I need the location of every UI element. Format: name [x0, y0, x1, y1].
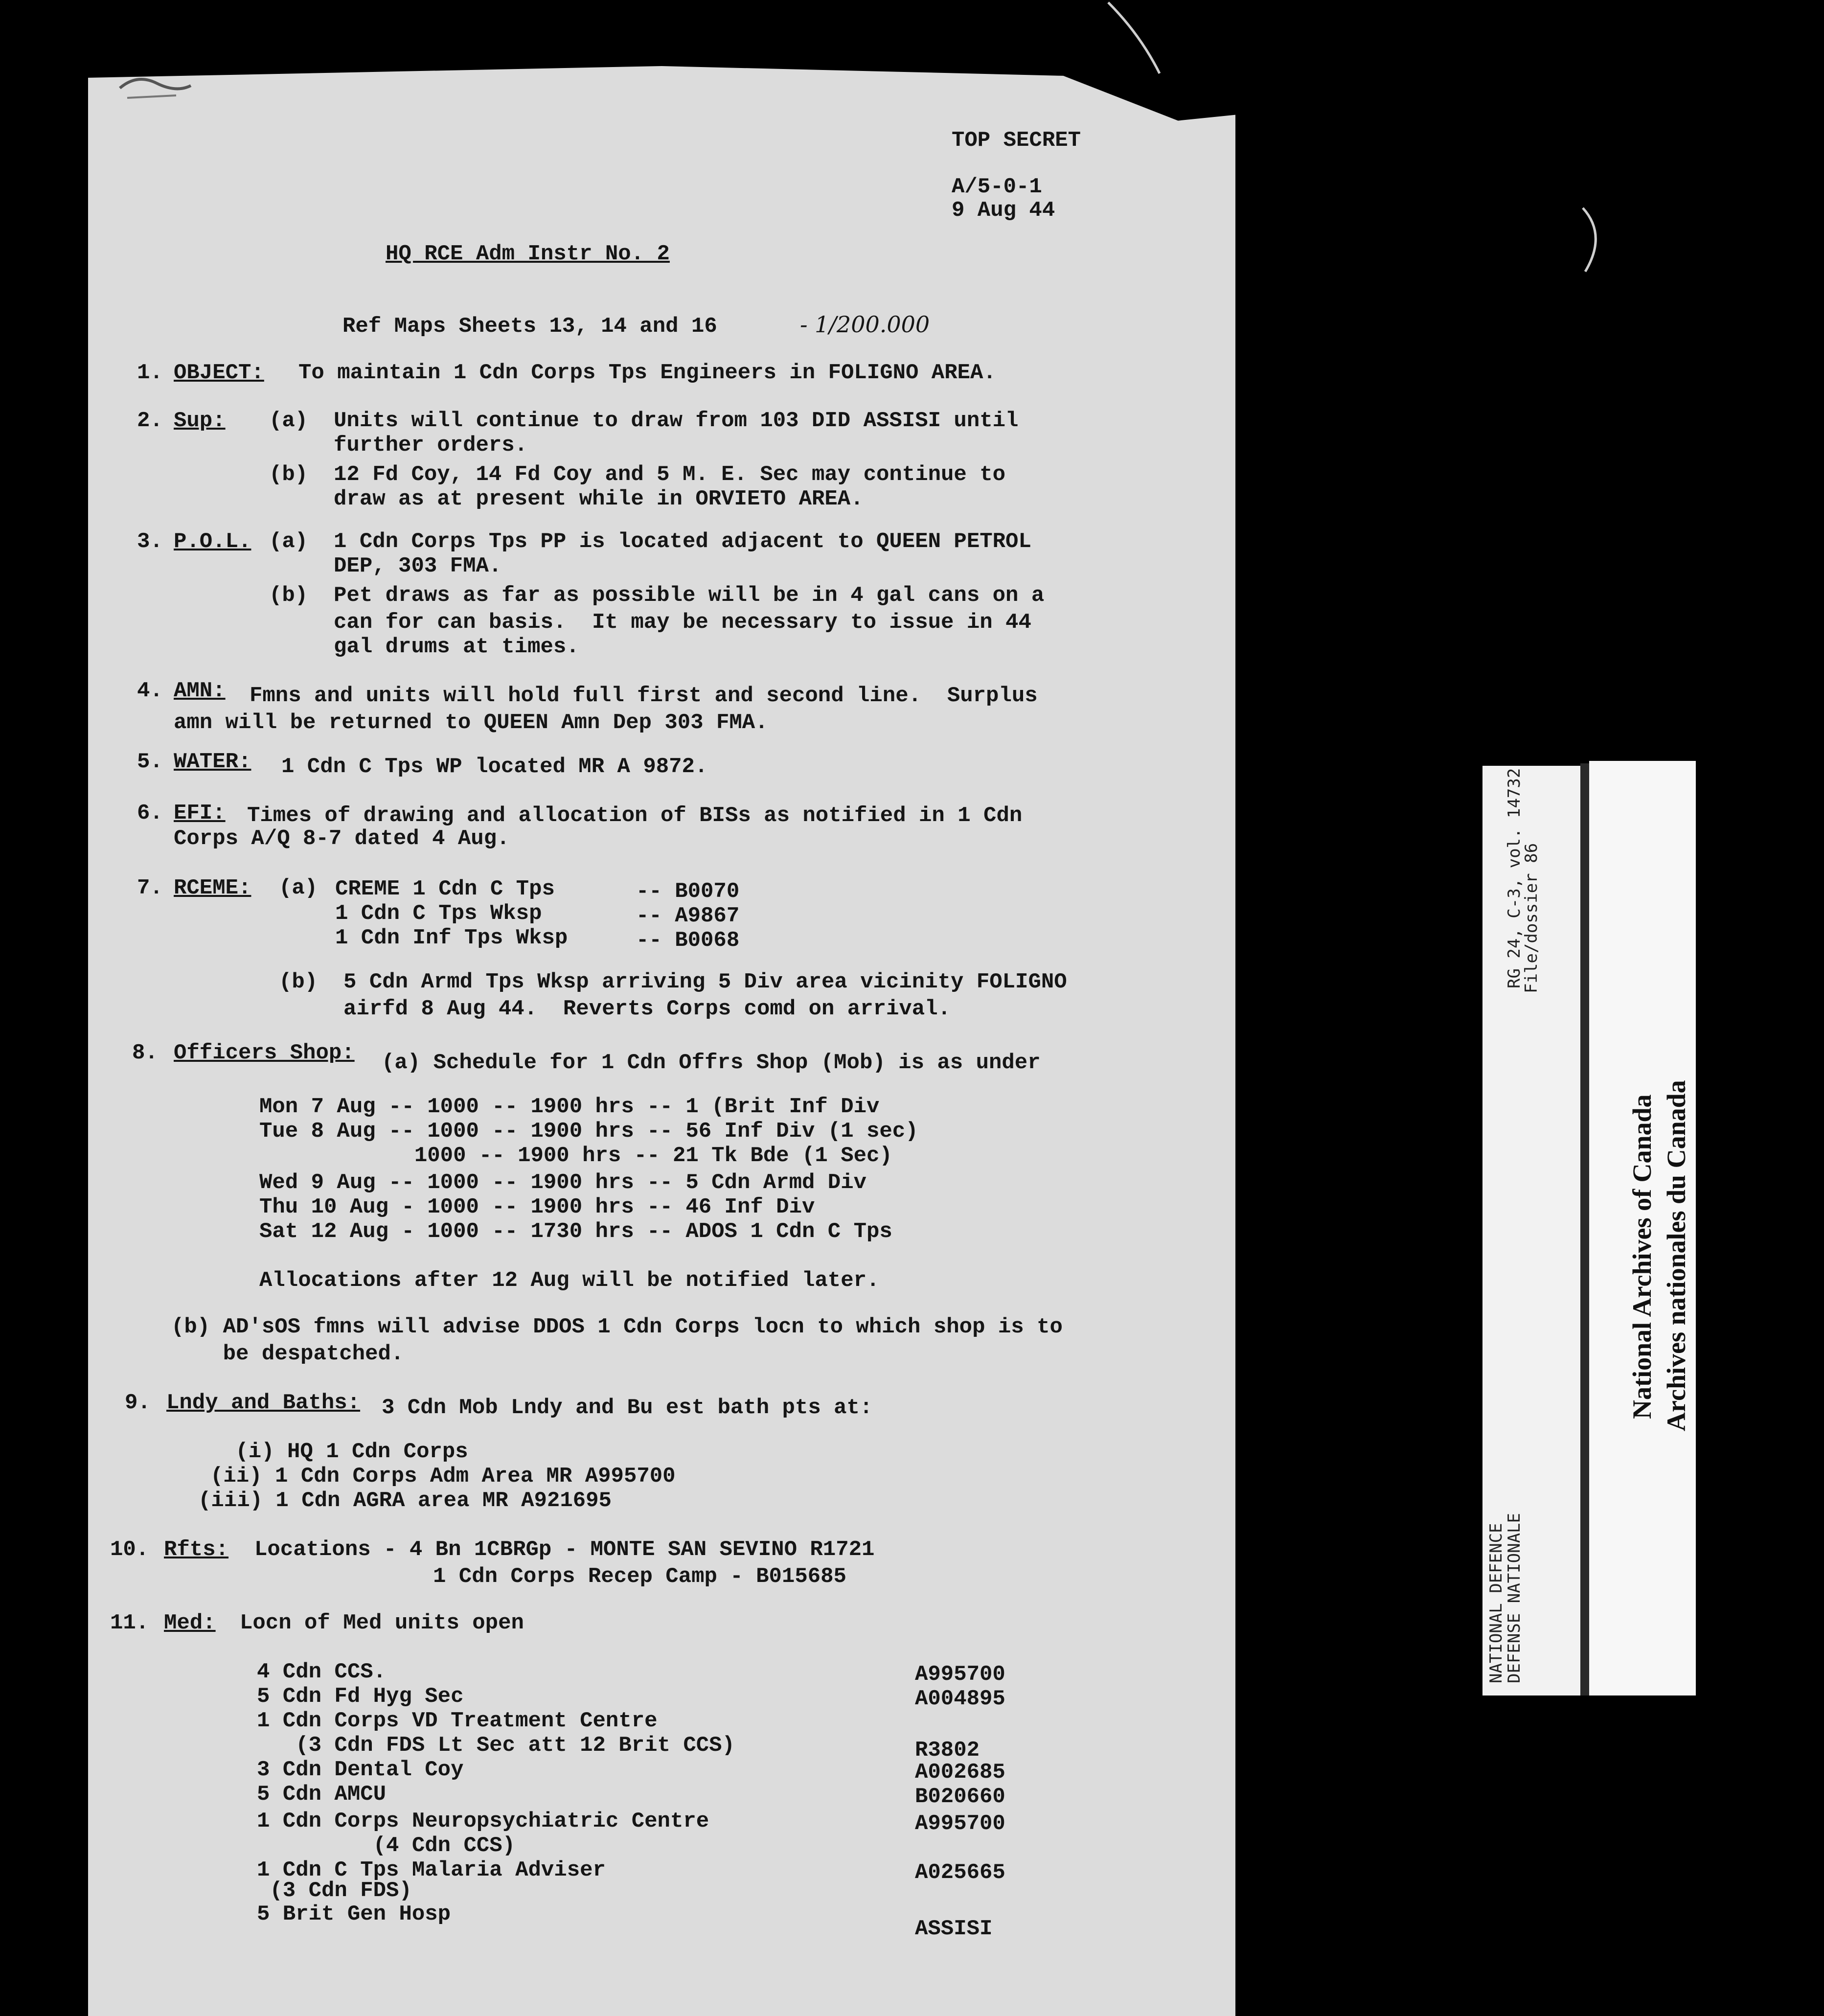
p7-b1: (b) 5 Cdn Armd Tps Wksp arriving 5 Div area vicinity FOLIGNO: [279, 970, 1067, 994]
p8-schedule-0: Mon 7 Aug -- 1000 -- 1900 hrs -- 1 (Brit Inf Div: [259, 1095, 880, 1119]
p11-row-0-unit: 4 Cdn CCS.: [257, 1660, 387, 1684]
p2-b1: (b) 12 Fd Coy, 14 Fd Coy and 5 M. E. Sec may continue to: [269, 462, 1006, 487]
p11-row-7-unit: (4 Cdn CCS): [257, 1833, 516, 1858]
p8-a: (a) Schedule for 1 Cdn Offrs Shop (Mob) is as under: [382, 1051, 1041, 1075]
p11-row-6-ref: A995700: [915, 1811, 1005, 1836]
p8-schedule-1: Tue 8 Aug -- 1000 -- 1900 hrs -- 56 Inf Div (1 sec): [259, 1119, 918, 1144]
p9-text: 3 Cdn Mob Lndy and Bu est bath pts at:: [382, 1396, 873, 1420]
classification: TOP SECRET: [952, 128, 1081, 153]
p5-text: 1 Cdn C Tps WP located MR A 9872.: [281, 755, 708, 779]
p7-head: RCEME:: [174, 876, 251, 900]
p7-row-0-ref: -- B0070: [636, 879, 740, 904]
p6-l1: Times of drawing and allocation of BISs as notified in 1 Cdn: [247, 803, 1023, 828]
p7-row-2-unit: 1 Cdn Inf Tps Wksp: [335, 926, 568, 950]
p3-b1: (b) Pet draws as far as possible will be in 4 gal cans on a: [269, 583, 1045, 608]
p7-row-2-ref: -- B0068: [636, 928, 740, 953]
archive-file: File/dossier 86: [1522, 843, 1541, 993]
p7-row-1-ref: -- A9867: [636, 904, 740, 928]
p4-l1: Fmns and units will hold full first and second line. Surplus: [250, 684, 1038, 708]
edge-curl-mark: [1580, 206, 1610, 274]
p3-b3: gal drums at times.: [269, 635, 579, 659]
dept-en: NATIONAL DEFENCE: [1486, 1523, 1506, 1683]
p2-a1: (a) Units will continue to draw from 103 DID ASSISI until: [269, 409, 1019, 433]
p11-row-5-ref: B020660: [915, 1785, 1005, 1809]
archive-name-en: National Archives of Canada: [1627, 1094, 1657, 1419]
p11-row-9-unit: (3 Cdn FDS): [257, 1879, 412, 1903]
archive-name-fr: Archives nationales du Canada: [1662, 1080, 1691, 1431]
p8-schedule-5: Sat 12 Aug - 1000 -- 1730 hrs -- ADOS 1 Cdn C Tps: [259, 1219, 892, 1244]
p4-head: AMN:: [174, 679, 226, 703]
p1-head: OBJECT:: [174, 361, 264, 385]
p5-num: 5.: [137, 750, 163, 774]
strip-divider: [1580, 763, 1589, 1695]
p8-schedule-4: Thu 10 Aug - 1000 -- 1900 hrs -- 46 Inf Div: [259, 1195, 815, 1219]
p11-row-4-ref: A002685: [915, 1760, 1005, 1785]
p10-l1: Locations - 4 Bn 1CBRGp - MONTE SAN SEVINO R1721: [254, 1537, 875, 1562]
p11-row-10-ref: ASSISI: [915, 1917, 993, 1941]
p8-schedule-2: 1000 -- 1900 hrs -- 21 Tk Bde (1 Sec): [259, 1144, 892, 1168]
p11-row-8-unit: 1 Cdn C Tps Malaria Adviser: [257, 1858, 606, 1882]
torn-corner-mark: [1106, 0, 1164, 78]
p9-item-2: (iii) 1 Cdn AGRA area MR A921695: [198, 1489, 612, 1513]
p6-l2: Corps A/Q 8-7 dated 4 Aug.: [174, 826, 510, 851]
p9-num: 9.: [125, 1391, 151, 1415]
p2-a2: further orders.: [269, 433, 528, 458]
p7-row-0-unit: CREME 1 Cdn C Tps: [335, 877, 555, 901]
doc-date: 9 Aug 44: [952, 198, 1055, 223]
dept-fr: DEFENSE NATIONALE: [1505, 1513, 1524, 1683]
staple-fold-mark: [117, 69, 196, 108]
p7-b2: airfd 8 Aug 44. Reverts Corps comd on arrival.: [279, 997, 951, 1021]
p3-b2: can for can basis. It may be necessary to issue in 44: [269, 610, 1031, 635]
file-ref: A/5-0-1: [952, 175, 1042, 199]
p11-row-6-unit: 1 Cdn Corps Neuropsychiatric Centre: [257, 1809, 709, 1833]
p8-alloc: Allocations after 12 Aug will be notified later.: [259, 1268, 880, 1293]
p11-head: Med:: [164, 1611, 216, 1635]
p4-l2: amn will be returned to QUEEN Amn Dep 303 FMA.: [174, 710, 768, 735]
p1-text: To maintain 1 Cdn Corps Tps Engineers in FOLIGNO AREA.: [298, 361, 996, 385]
p8-num: 8.: [132, 1041, 158, 1065]
p10-l2: 1 Cdn Corps Recep Camp - B015685: [433, 1564, 846, 1589]
p7-row-1-unit: 1 Cdn C Tps Wksp: [335, 901, 542, 926]
ref-maps: Ref Maps Sheets 13, 14 and 16: [342, 314, 717, 339]
p10-num: 10.: [110, 1537, 149, 1562]
p1-num: 1.: [137, 361, 163, 385]
p2-num: 2.: [137, 409, 163, 433]
p6-head: EFI:: [174, 801, 226, 825]
p11-row-3-unit: (3 Cdn FDS Lt Sec att 12 Brit CCS): [257, 1733, 735, 1758]
p11-row-10-unit: 5 Brit Gen Hosp: [257, 1902, 451, 1926]
p7-a-label: (a): [279, 876, 318, 900]
p5-head: WATER:: [174, 750, 251, 774]
p3-a1: (a) 1 Cdn Corps Tps PP is located adjacent to QUEEN PETROL: [269, 529, 1031, 554]
p9-item-0: (i) HQ 1 Cdn Corps: [223, 1440, 468, 1464]
p7-num: 7.: [137, 876, 163, 900]
archive-reference: RG 24, C-3, vol. 14732: [1505, 768, 1524, 988]
p8-b2: be despatched.: [171, 1342, 404, 1366]
p11-row-1-unit: 5 Cdn Fd Hyg Sec: [257, 1684, 464, 1709]
p2-b2: draw as at present while in ORVIETO AREA.: [269, 487, 864, 511]
p10-head: Rfts:: [164, 1537, 229, 1562]
p11-row-8-ref: A025665: [915, 1860, 1005, 1885]
p8-schedule-3: Wed 9 Aug -- 1000 -- 1900 hrs -- 5 Cdn Armd Div: [259, 1170, 867, 1195]
p11-row-5-unit: 5 Cdn AMCU: [257, 1782, 387, 1807]
p11-row-0-ref: A995700: [915, 1662, 1005, 1687]
p3-head: P.O.L.: [174, 529, 251, 554]
p11-row-3-ref: R3802: [915, 1738, 980, 1763]
p3-num: 3.: [137, 529, 163, 554]
p11-num: 11.: [110, 1611, 149, 1635]
p6-num: 6.: [137, 801, 163, 825]
p9-item-1: (ii) 1 Cdn Corps Adm Area MR A995700: [210, 1464, 676, 1489]
p11-row-1-ref: A004895: [915, 1687, 1005, 1711]
p11-row-2-unit: 1 Cdn Corps VD Treatment Centre: [257, 1709, 658, 1733]
p11-row-4-unit: 3 Cdn Dental Coy: [257, 1758, 464, 1782]
p2-head: Sup:: [174, 409, 226, 433]
doc-title: HQ RCE Adm Instr No. 2: [386, 242, 670, 266]
p8-b1: (b) AD'sOS fmns will advise DDOS 1 Cdn Corps locn to which shop is to: [171, 1315, 1063, 1339]
p11-text: Locn of Med units open: [240, 1611, 524, 1635]
p3-a2: DEP, 303 FMA.: [269, 554, 502, 578]
p8-head: Officers Shop:: [174, 1041, 355, 1065]
p9-head: Lndy and Baths:: [166, 1391, 361, 1415]
ref-maps-handwritten: - 1/200.000: [800, 311, 930, 338]
p4-num: 4.: [137, 679, 163, 703]
